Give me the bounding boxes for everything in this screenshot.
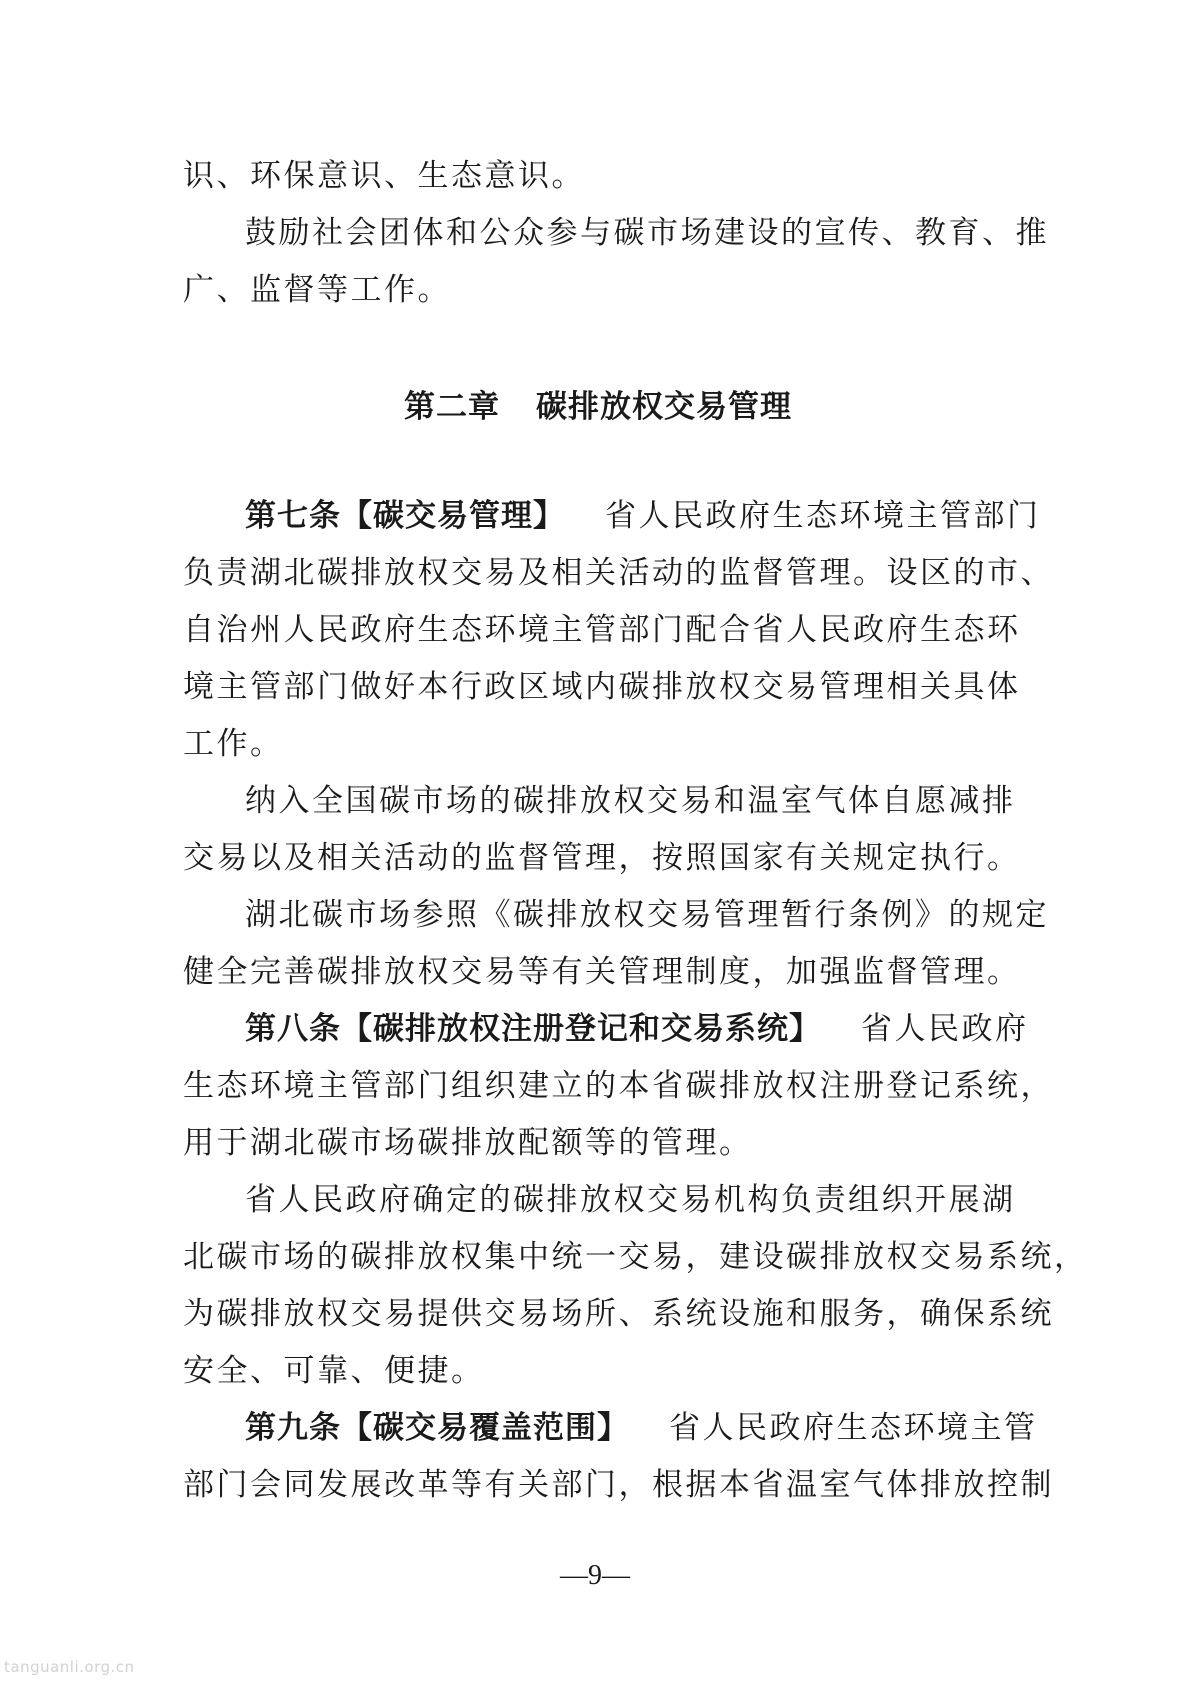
text-line: 省人民政府 [861, 1011, 1029, 1047]
text-line: 用于湖北碳市场碳排放配额等的管理。 [183, 1125, 753, 1161]
text-line: 生态环境主管部门组织建立的本省碳排放权注册登记系统， [183, 1068, 1054, 1104]
text-line: 健全完善碳排放权交易等有关管理制度，加强监督管理。 [183, 954, 1021, 990]
paragraph-start: 纳入全国碳市场的碳排放权交易和温室气体自愿减排 [245, 783, 1016, 819]
article-9-title: 第九条【碳交易覆盖范围】 [245, 1410, 629, 1446]
article-8-first-line [183, 1001, 1029, 1058]
text-line: 识、环保意识、生态意识。 [183, 158, 585, 194]
paragraph-start: 湖北碳市场参照《碳排放权交易管理暂行条例》的规定 [245, 897, 1049, 933]
article-8-title: 第八条【碳排放权注册登记和交易系统】 [245, 1011, 821, 1047]
article-7-title: 第七条【碳交易管理】 [245, 498, 565, 534]
paragraph-start: 省人民政府确定的碳排放权交易机构负责组织开展湖 [245, 1182, 1016, 1218]
text-line: 境主管部门做好本行政区域内碳排放权交易管理相关具体 [183, 669, 1021, 705]
chapter-number: 第二章 [404, 389, 500, 425]
text-line: 广、监督等工作。 [183, 272, 451, 308]
text-line: 省人民政府生态环境主管部门 [605, 498, 1041, 534]
chapter-heading [183, 379, 1013, 436]
article-9-first-line [183, 1400, 1038, 1457]
watermark: tanguanli.org.cn [4, 1658, 135, 1676]
text-line: 自治州人民政府生态环境主管部门配合省人民政府生态环 [183, 612, 1021, 648]
text-line: 交易以及相关活动的监督管理，按照国家有关规定执行。 [183, 840, 1021, 876]
chapter-title: 碳排放权交易管理 [536, 389, 792, 425]
text-line: 省人民政府生态环境主管 [669, 1410, 1038, 1446]
text-line: 北碳市场的碳排放权集中统一交易，建设碳排放权交易系统， [183, 1239, 1088, 1275]
paragraph-start: 鼓励社会团体和公众参与碳市场建设的宣传、教育、推 [245, 215, 1049, 251]
article-7-first-line [183, 488, 1041, 545]
page-body [183, 148, 1088, 1514]
text-line: 工作。 [183, 726, 284, 762]
page-number: —9— [560, 1560, 630, 1591]
text-line: 负责湖北碳排放权交易及相关活动的监督管理。设区的市、 [183, 555, 1054, 591]
text-line: 安全、可靠、便捷。 [183, 1353, 485, 1389]
text-line: 为碳排放权交易提供交易场所、系统设施和服务，确保系统 [183, 1296, 1054, 1332]
text-line: 部门会同发展改革等有关部门，根据本省温室气体排放控制 [183, 1467, 1054, 1503]
